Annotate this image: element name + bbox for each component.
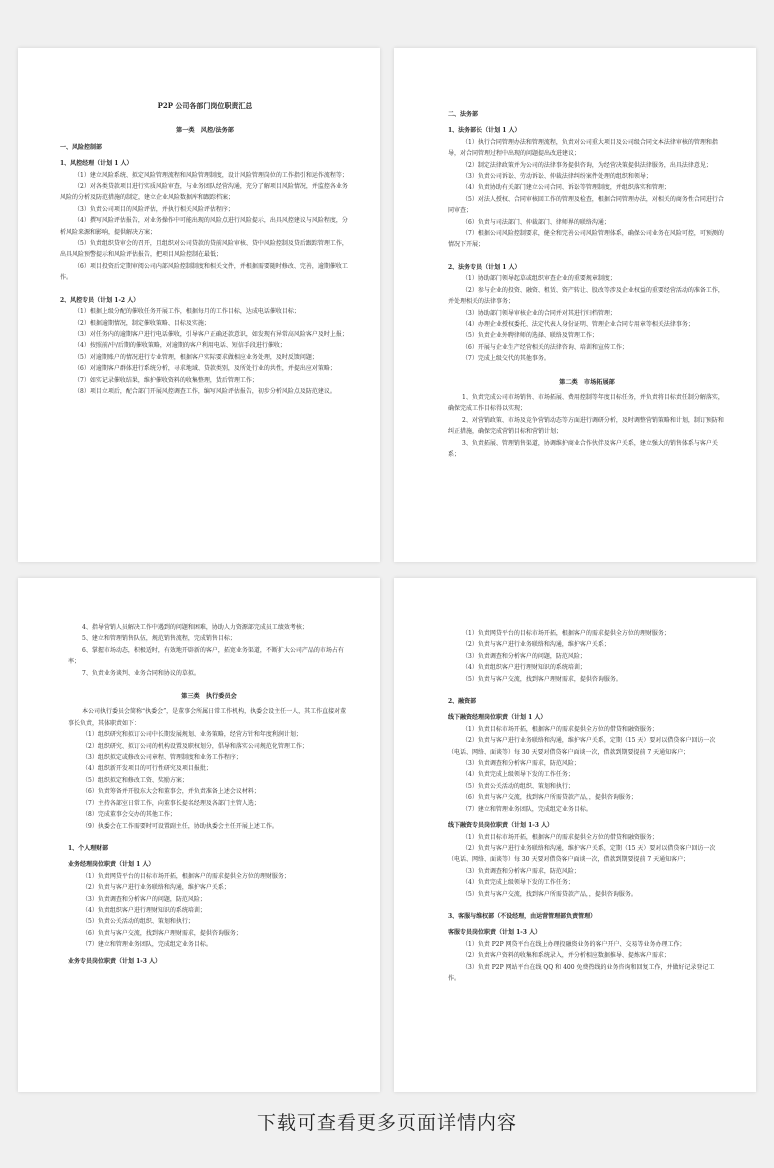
duty-item: （1）执行合同管理办法和管理流程，负责对公司重大项目及公司级合同文本法律审核的管理和指导，对合同管理过程中出现的问题提出改进建议； (448, 138, 718, 158)
duty-item: （5）对法人授权、合同审核回工作的管理及检查，根据合同管理办法，对相关的商务性合同进行合同审查； (448, 195, 724, 215)
duty-list (68, 871, 350, 951)
duty-item: （4）负责完成上级领导下发的工作任务； (462, 771, 574, 779)
department-heading: 二、法务部 (448, 111, 479, 118)
duty-item: （2）制定法律政策并为公司的法律事务提供咨询，为经营决策提供法律服务，出具法律意见； (462, 161, 712, 169)
duty-item: （4）负责组织客户进行理财知识的系统培训； (462, 664, 586, 672)
duty-item: （1）负责网贷平台的目标市场开拓，根据客户的需求提供全方位的理财服务； (82, 872, 290, 880)
duty-item: 3、负责拓展、管理销售渠道，协调维护商业合作伙伴及客户关系，建立强大的销售体系与客户关系； (448, 439, 718, 458)
duty-list (60, 306, 350, 397)
duty-item: （6）项目投资后定期审阅公司内部风险控制制度和相关文件，并根据需要随时修改、完善，逾期催收工作。 (60, 262, 348, 282)
duty-item: （5）负责与客户交流，找到客户理财需求，提供咨询服务。 (462, 675, 622, 683)
document-page-3 (18, 578, 380, 1092)
duty-item: （4）负责完成上级领导下发的工作任务； (462, 879, 574, 887)
duty-item: （6）对逾期客户群体进行系统分析，寻求地域、贷款类别，及所处行业的共性，并提出应对策略； (74, 365, 336, 373)
duty-item: （7）根据公司风险控制要求，健全和完善公司风险管理体系，确保公司业务在风险可控，可预测的情况下开展； (448, 230, 724, 249)
category-heading: 第一类 风控/法务部 (176, 127, 234, 135)
duty-item: （7）完成上级交代的其他事务。 (462, 355, 550, 363)
duty-list (448, 273, 726, 364)
duty-item: （1）建立风险系统、拟定风险管理流程和风险管理制度，设计风险管理岗位的工作指引和运作流程等； (74, 171, 348, 179)
duty-item: （6）负责筹备并开股东大会和董事会，并负责准备上述会议材料； (82, 788, 260, 796)
duty-item: （3）负责公司诉讼、劳动诉讼、仲裁法律纠纷案件处理的组织和领导； (462, 173, 652, 181)
duty-item: （3）协助部门领导审核企业的合同并对其进行归档管理； (462, 309, 616, 317)
duty-list (448, 832, 726, 900)
duty-item: （6）开展与企业生产经营相关的法律咨询、培训和宣传工作； (462, 343, 628, 351)
duty-item: （1）负责目标市场开拓，根据客户的需求提供全方位的借贷和融资服务； (462, 833, 658, 841)
duty-item: （6）负责与客户交流，找到客户所需贷款产品，，提供咨询服务； (462, 794, 637, 802)
duty-item: （2）负责与客户进行业务联络和沟通，维护客户关系，定期（15 天）要对以借贷客户回访一次（电话、网络、面谈等）每 30 天要对借贷客户面谈一次，借款到期要提前 7 天通知客户； (448, 844, 716, 864)
duty-item: 5、建立和管理销售队伍，规范销售流程，完成销售目标； (82, 635, 236, 643)
role-heading: 业务经理岗位职责（计划 1 人） (68, 861, 155, 869)
duty-item: 6、掌握市场动态，积极适时，有效地开辟新的客户，拓宽业务渠道，不断扩大公司产品的市场占有率； (68, 646, 344, 666)
footer-caption: 下载可查看更多页面详情内容 (256, 1112, 517, 1134)
category-heading: 第二类 市场拓展部 (559, 378, 615, 386)
duty-item: 7、负责业务谈判、业务合同和协议的草拟。 (82, 669, 200, 677)
duty-list (448, 628, 726, 685)
duty-item: （4）负责协助有关部门建立公司合同、诉讼等管理制度，并组织落实和管理； (462, 184, 670, 192)
duty-item: （2）根据逾期情况，制定催收策略、目标及实施； (74, 319, 210, 327)
duty-item: （3）对任务内的逾期客户进行电话催收，引导客户正确还款意识，如发现有异常高风险客户及时上报； (74, 330, 348, 338)
duty-item: （3）负责调查和分析客户需求，防范风险； (462, 760, 580, 768)
role-heading: 业务专员岗位职责（计划 1-3 人） (68, 957, 162, 965)
duty-item: 1、负责完成公司市场销售、市场拓展、费用控制等年度目标任务，并负责将目标责任制分解落实，确保完成工作目标得以实现； (448, 393, 724, 413)
duty-item: （3）组织拟定或修改公司章程、管理制度和业务工作程序； (82, 754, 242, 762)
role-heading: 2、风控专员（计划 1-2 人） (60, 296, 140, 304)
duty-item: （6）负责与司法部门、仲裁部门、律师界的联络沟通； (462, 218, 610, 226)
department-heading: 一、风险控制部 (60, 143, 103, 151)
duty-list (448, 137, 726, 251)
duty-item: （6）负责与客户交流，找到客户理财需求，提供咨询服务； (82, 929, 242, 937)
duty-item: （1）负责目标市场开拓，根据客户的需求提供全方位的借贷和融资服务； (462, 725, 658, 733)
role-heading: 1、风控经理（计划 1 人） (60, 160, 133, 168)
duty-item: （8）完成董事会交办的其他工作； (82, 811, 176, 819)
duty-item: （5）负责公关活动的组织、策划和执行； (462, 782, 574, 790)
duty-item: （2）组织研究、拟订公司的机构设置及职权划分，倡导和落实公司规范化管理工作； (82, 742, 308, 750)
duty-item: （3）负责公司项目的风险评估，并执行相关风险评估程序； (74, 205, 234, 213)
duty-item: 2、对营销政策、市场及竞争营销动态等方面进行调研分析，及时调整营销策略和计划，制订预防和纠正措施，确保完成营销目标和营销计划； (448, 416, 724, 436)
duty-item: （3）负责调查和分析客户需求，防范风险； (462, 867, 580, 875)
duty-item: （1）协助部门领导起草或组织审查企业的重要规章制度； (462, 275, 616, 283)
role-heading: 1、法务部长（计划 1 人） (448, 127, 521, 135)
duty-list (68, 729, 350, 832)
duty-item: 4、指导营销人员解决工作中遇到的问题和困难，协助人力资源部完成员工绩效考核； (82, 624, 308, 631)
document-title: P2P 公司各部门岗位职责汇总 (157, 101, 253, 110)
duty-list (68, 622, 350, 679)
duty-item: （3）负责调查和分析客户的问题，防范风险； (462, 652, 586, 660)
duty-item: （2）参与企业的投资、融资、租赁、资产转让、股改等涉及企业权益的重要经营活动的准备工作，并处理相关的法律事务； (448, 286, 724, 306)
duty-item: （2）负责与客户进行业务联络和沟通，维护客户关系； (82, 884, 230, 892)
document-page-1 (18, 48, 380, 562)
duty-item: （1）负责 P2P 网贷平台在线上办理投融资业务的客户开户、交易等业务办理工作； (462, 940, 686, 948)
duty-item: （1）负责网贷平台的目标市场开拓，根据客户的需求提供全方位的理财服务； (462, 630, 670, 637)
duty-item: （4）办理企业授权委托、法定代表人身份证明、管理企业合同专用章等相关法律事务； (462, 320, 694, 328)
duty-item: （3）负责调查和分析客户的问题，防范风险； (82, 895, 206, 903)
duty-item: （4）负责组织客户进行理财知识的系统培训； (82, 906, 206, 914)
duty-item: （5）负责企业外聘律师的选择、联络及管理工作； (462, 332, 598, 340)
duty-item: （3）负责 P2P 网站平台在线 QQ 和 400 免费热线的业务咨询和回复工作，并做好记录登记工作。 (448, 963, 715, 982)
duty-item: （4）按照前/中/后期的催收策略，对逾期的客户利用电话、短信手段进行催收； (74, 342, 286, 350)
duty-list (448, 724, 726, 815)
duty-item: （2）对各类贷款项目进行实质风险审查，与业务团队经营沟通，充分了解项目风险情况，并监控各业务风险的分析及防范措施的制定，建立企业风险数据库和跟踪档案； (60, 183, 348, 202)
department-heading: 1、个人理财部 (68, 844, 109, 852)
duty-item: （9）执委会在工作需要时可设置副主任，协助执委会主任开展上述工作。 (82, 822, 278, 830)
duty-item: （1）组织研究和拟订公司中长期发展规划、业务策略，经营方针和年度利润计划； (82, 731, 302, 739)
duty-list (448, 939, 726, 985)
committee-intro: 本公司执行委员会简称“执委会”，是董事会所属日常工作机构，执委会设主任一人，其工作直接对董事长负责，其体职责如下： (68, 708, 347, 727)
duty-item: （5）对逾期账户的情况进行专业管理，根据客户实际要求做相应业务处理，及时反馈问题； (74, 353, 318, 361)
duty-item: （7）建立和管理业务团队，完成组定业务目标。 (82, 941, 212, 949)
category-heading: 第三类 执行委员会 (181, 693, 237, 701)
duty-list (60, 170, 350, 284)
duty-item: （5）负责公关活动的组织、策划和执行； (82, 918, 194, 926)
duty-item: （5）负责组织贷审会的召开，且组织对公司贷款的贷前风险审核、贷中风险控制及贷后跟踪管理工作，出具风险预警提示和风险评估报告，把项目风险控制在最低； (60, 240, 348, 259)
duty-item: （5）负责与客户交流，找到客户所需贷款产品，，提供咨询服务。 (462, 890, 637, 898)
duty-item: （5）组织拟定和修改工资、奖励方案； (82, 776, 188, 784)
role-heading: 2、法务专员（计划 1 人） (448, 263, 521, 271)
duty-item: （8）项目立项后，配合部门开展风控调查工作，编写风险评估报告，初步分析风险点及防范建议。 (74, 387, 336, 395)
duty-item: （7）建立和管理业务团队，完成组定业务目标。 (462, 805, 592, 813)
role-heading: 客服专员岗位职责（计划 1-3 人） (448, 929, 542, 937)
duty-item: （1）根据上级分配的催收任务开展工作，根据每月的工作目标，达成电话催收目标； (74, 308, 300, 316)
document-page-2 (394, 48, 756, 562)
duty-item: （7）如实记录催收结果，维护催收资料的收集整理，货后管理工作； (74, 376, 258, 384)
document-page-4 (394, 578, 756, 1092)
duty-item: （2）负责客户资料的收集和系统录入，并分析相应数据推导、提炼客户需求； (462, 952, 670, 960)
duty-item: （7）主持各部室日常工作，向董事长提名经理及各部门主管人选； (82, 799, 260, 807)
department-heading: 3、客服与维权部（不设经理，由运营管理部负责管理） (448, 912, 597, 920)
duty-item: （2）负责与客户进行业务联络和沟通，维护客户关系； (462, 641, 610, 649)
department-heading: 2、融资部 (448, 698, 477, 706)
role-heading: 线下融资经理岗位职责（计划 1 人） (448, 714, 547, 722)
duty-item: （4）组织新开发项目的可行性研究及项目报批； (82, 765, 212, 773)
duty-item: （4）撰写风险评估报告，对业务操作中可能出现的风险点进行风险提示，出具风控建议与风险程度，分析风险来源和影响，提供解决方案； (60, 217, 348, 236)
duty-list (448, 392, 726, 460)
duty-item: （2）负责与客户进行业务联络和沟通，维护客户关系，定期（15 天）要对以借贷客户回访一次（电话、网络、面谈等）每 30 天要对借贷客户面谈一次，借款到期要提前 7 天通知客户； (448, 737, 716, 756)
role-heading: 线下融资专员岗位职责（计划 1-3 人） (448, 822, 554, 830)
